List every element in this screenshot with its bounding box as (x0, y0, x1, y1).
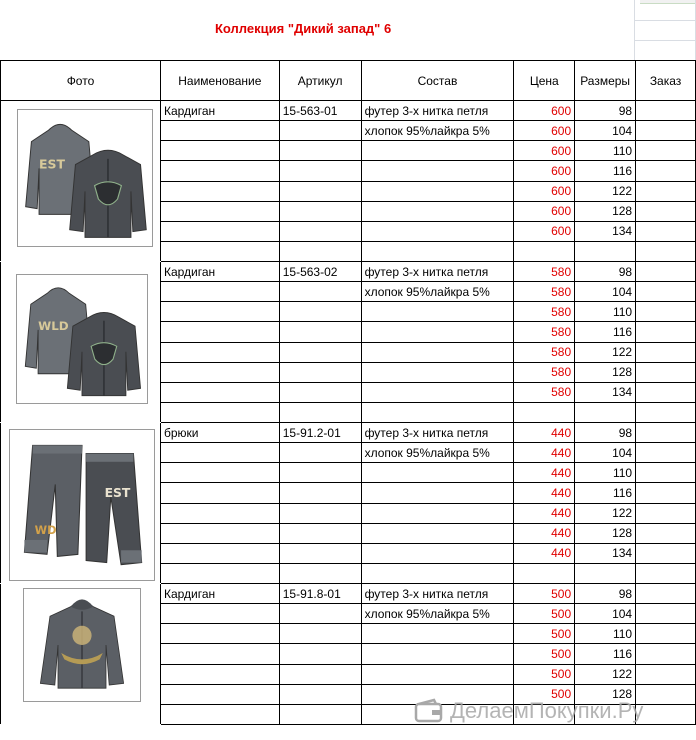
price-cell: 440 (514, 543, 575, 563)
size-cell: 110 (575, 624, 636, 644)
product-article (279, 684, 361, 704)
order-cell[interactable] (636, 523, 696, 543)
price-cell: 440 (514, 523, 575, 543)
empty-cell (514, 241, 575, 261)
product-photo-cell (1, 423, 161, 584)
header-price[interactable]: Цена (514, 61, 575, 101)
grid-line (634, 40, 696, 41)
product-composition (361, 141, 514, 161)
product-name (160, 684, 279, 704)
size-cell: 134 (575, 382, 636, 402)
price-cell: 440 (514, 463, 575, 483)
product-composition: футер 3-х нитка петля (361, 423, 514, 443)
product-image[interactable] (9, 429, 155, 581)
size-cell: 122 (575, 503, 636, 523)
product-name: Кардиган (160, 101, 279, 121)
price-cell: 580 (514, 362, 575, 382)
product-article (279, 624, 361, 644)
price-cell: 580 (514, 282, 575, 302)
product-article: 15-563-02 (279, 262, 361, 282)
order-cell[interactable] (636, 584, 696, 604)
size-cell: 128 (575, 362, 636, 382)
size-cell: 116 (575, 161, 636, 181)
product-composition (361, 523, 514, 543)
price-cell: 500 (514, 604, 575, 624)
product-image[interactable] (17, 109, 153, 247)
order-cell[interactable] (636, 121, 696, 141)
column-header-strip (640, 0, 696, 4)
size-cell: 116 (575, 644, 636, 664)
product-composition: хлопок 95%лайкра 5% (361, 121, 514, 141)
product-article (279, 503, 361, 523)
product-table (0, 60, 696, 725)
order-cell[interactable] (636, 181, 696, 201)
order-cell[interactable] (636, 382, 696, 402)
product-composition (361, 302, 514, 322)
grid-line (634, 20, 696, 21)
product-article (279, 382, 361, 402)
header-photo[interactable]: Фото (1, 61, 161, 101)
product-name (160, 543, 279, 563)
product-composition: хлопок 95%лайкра 5% (361, 443, 514, 463)
empty-cell (636, 402, 696, 422)
order-cell[interactable] (636, 262, 696, 282)
product-composition (361, 342, 514, 362)
product-article (279, 604, 361, 624)
size-cell: 98 (575, 584, 636, 604)
size-cell: 116 (575, 322, 636, 342)
product-composition (361, 543, 514, 563)
empty-cell (160, 241, 279, 261)
empty-cell (575, 241, 636, 261)
empty-cell (160, 402, 279, 422)
product-photo-cell (1, 584, 161, 725)
price-cell: 580 (514, 342, 575, 362)
table-row (1, 101, 696, 121)
product-article (279, 322, 361, 342)
order-cell[interactable] (636, 644, 696, 664)
size-cell: 104 (575, 282, 636, 302)
order-cell[interactable] (636, 302, 696, 322)
price-cell: 500 (514, 624, 575, 644)
product-article (279, 463, 361, 483)
product-image[interactable] (16, 274, 148, 404)
size-cell: 116 (575, 483, 636, 503)
product-composition: хлопок 95%лайкра 5% (361, 604, 514, 624)
product-composition (361, 201, 514, 221)
collection-title: Коллекция "Дикий запад" 6 (215, 21, 392, 36)
product-name (160, 121, 279, 141)
product-composition (361, 664, 514, 684)
size-cell: 134 (575, 543, 636, 563)
size-cell: 98 (575, 262, 636, 282)
price-cell: 580 (514, 262, 575, 282)
empty-cell (361, 241, 514, 261)
product-name (160, 161, 279, 181)
order-cell[interactable] (636, 201, 696, 221)
watermark (414, 695, 643, 727)
table-row (1, 262, 696, 282)
product-name: брюки (160, 423, 279, 443)
product-name (160, 503, 279, 523)
empty-cell (361, 402, 514, 422)
product-name (160, 201, 279, 221)
product-article (279, 543, 361, 563)
price-cell: 600 (514, 121, 575, 141)
size-cell: 122 (575, 181, 636, 201)
product-article: 15-91.2-01 (279, 423, 361, 443)
size-cell: 104 (575, 604, 636, 624)
product-composition (361, 181, 514, 201)
svg-text:EST: EST (39, 156, 66, 172)
product-name: Кардиган (160, 584, 279, 604)
price-cell: 600 (514, 221, 575, 241)
product-composition: футер 3-х нитка петля (361, 262, 514, 282)
product-name (160, 221, 279, 241)
product-composition: хлопок 95%лайкра 5% (361, 282, 514, 302)
order-cell[interactable] (636, 604, 696, 624)
header-name[interactable]: Наименование (160, 61, 279, 101)
product-article (279, 161, 361, 181)
order-cell[interactable] (636, 463, 696, 483)
product-article (279, 201, 361, 221)
product-article (279, 302, 361, 322)
order-cell[interactable] (636, 543, 696, 563)
order-cell[interactable] (636, 423, 696, 443)
price-cell: 580 (514, 302, 575, 322)
svg-text:WD: WD (34, 523, 57, 537)
empty-cell (514, 402, 575, 422)
product-name (160, 302, 279, 322)
order-cell[interactable] (636, 322, 696, 342)
product-composition: футер 3-х нитка петля (361, 101, 514, 121)
price-cell: 440 (514, 503, 575, 523)
product-name (160, 523, 279, 543)
price-cell: 440 (514, 443, 575, 463)
header-composition[interactable]: Состав (361, 61, 514, 101)
order-cell[interactable] (636, 282, 696, 302)
order-cell[interactable] (636, 684, 696, 704)
empty-cell (636, 563, 696, 583)
size-cell: 104 (575, 121, 636, 141)
order-cell[interactable] (636, 443, 696, 463)
product-name (160, 382, 279, 402)
header-sizes[interactable]: Размеры (575, 61, 636, 101)
size-cell: 110 (575, 302, 636, 322)
price-cell: 500 (514, 664, 575, 684)
product-composition (361, 221, 514, 241)
product-composition (361, 382, 514, 402)
product-composition (361, 161, 514, 181)
product-name (160, 141, 279, 161)
order-cell[interactable] (636, 362, 696, 382)
size-cell: 110 (575, 141, 636, 161)
product-composition (361, 644, 514, 664)
size-cell: 128 (575, 201, 636, 221)
price-cell: 580 (514, 322, 575, 342)
product-name (160, 282, 279, 302)
empty-cell (279, 241, 361, 261)
empty-cell (279, 563, 361, 583)
price-cell: 500 (514, 584, 575, 604)
product-image[interactable] (23, 588, 141, 702)
product-article (279, 523, 361, 543)
price-cell: 440 (514, 483, 575, 503)
size-cell: 122 (575, 664, 636, 684)
product-article (279, 121, 361, 141)
empty-cell (514, 563, 575, 583)
order-cell[interactable] (636, 342, 696, 362)
grid-line (634, 0, 635, 60)
svg-text:WLD: WLD (38, 318, 69, 333)
product-composition (361, 483, 514, 503)
price-cell: 500 (514, 684, 575, 704)
product-composition (361, 362, 514, 382)
product-article (279, 483, 361, 503)
product-article (279, 342, 361, 362)
empty-cell (279, 402, 361, 422)
order-cell[interactable] (636, 141, 696, 161)
price-cell: 600 (514, 141, 575, 161)
product-composition (361, 463, 514, 483)
empty-cell (160, 563, 279, 583)
product-name: Кардиган (160, 262, 279, 282)
order-cell[interactable] (636, 101, 696, 121)
svg-text:EST: EST (104, 485, 131, 500)
price-cell: 600 (514, 101, 575, 121)
header-row (1, 61, 696, 101)
empty-cell (636, 241, 696, 261)
product-name (160, 362, 279, 382)
product-name (160, 624, 279, 644)
product-article (279, 443, 361, 463)
price-cell: 580 (514, 382, 575, 402)
product-article (279, 221, 361, 241)
product-composition (361, 624, 514, 644)
product-photo-cell (1, 101, 161, 262)
size-cell: 98 (575, 101, 636, 121)
size-cell: 122 (575, 342, 636, 362)
product-composition (361, 503, 514, 523)
size-cell: 110 (575, 463, 636, 483)
product-name (160, 181, 279, 201)
order-cell[interactable] (636, 221, 696, 241)
order-cell[interactable] (636, 503, 696, 523)
product-article: 15-563-01 (279, 101, 361, 121)
product-name (160, 463, 279, 483)
table-row (1, 584, 696, 604)
product-name (160, 322, 279, 342)
product-article (279, 664, 361, 684)
header-article[interactable]: Артикул (279, 61, 361, 101)
order-cell[interactable] (636, 624, 696, 644)
empty-cell (279, 704, 361, 724)
size-cell: 128 (575, 523, 636, 543)
order-cell[interactable] (636, 483, 696, 503)
product-composition (361, 322, 514, 342)
table-row (1, 423, 696, 443)
product-name (160, 483, 279, 503)
product-article: 15-91.8-01 (279, 584, 361, 604)
size-cell: 134 (575, 221, 636, 241)
empty-cell (636, 704, 696, 724)
watermark-text: ДелаемПокупки.Ру (450, 698, 644, 723)
product-article (279, 282, 361, 302)
product-name (160, 644, 279, 664)
product-photo-cell (1, 262, 161, 423)
product-composition: футер 3-х нитка петля (361, 584, 514, 604)
price-cell: 440 (514, 423, 575, 443)
price-cell: 500 (514, 644, 575, 664)
product-name (160, 664, 279, 684)
wallet-icon (414, 698, 444, 724)
product-article (279, 181, 361, 201)
product-name (160, 443, 279, 463)
price-cell: 600 (514, 201, 575, 221)
empty-cell (160, 704, 279, 724)
order-cell[interactable] (636, 161, 696, 181)
order-cell[interactable] (636, 664, 696, 684)
product-article (279, 141, 361, 161)
size-cell: 98 (575, 423, 636, 443)
header-order[interactable]: Заказ (636, 61, 696, 101)
empty-cell (575, 563, 636, 583)
empty-cell (361, 563, 514, 583)
empty-cell (575, 402, 636, 422)
price-cell: 600 (514, 161, 575, 181)
price-cell: 600 (514, 181, 575, 201)
product-article (279, 362, 361, 382)
size-cell: 104 (575, 443, 636, 463)
product-name (160, 604, 279, 624)
product-article (279, 644, 361, 664)
product-name (160, 342, 279, 362)
size-cell: 128 (575, 684, 636, 704)
